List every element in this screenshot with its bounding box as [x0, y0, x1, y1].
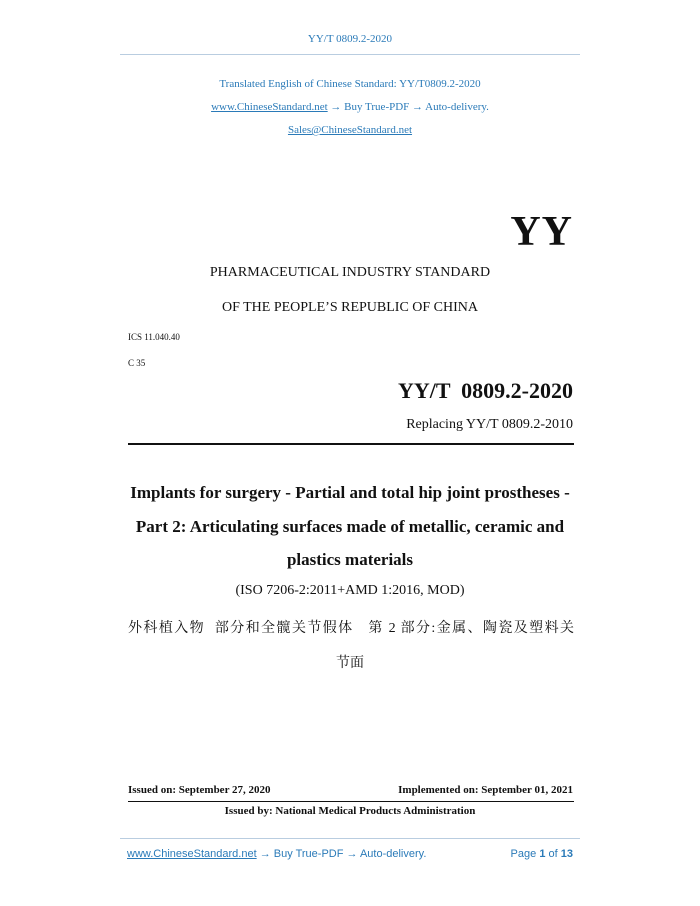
- promo-buy-text: → Buy True-PDF → Auto-delivery.: [327, 101, 489, 113]
- iso-reference: (ISO 7206-2:2011+AMD 1:2016, MOD): [235, 583, 465, 598]
- header-divider: [120, 54, 580, 55]
- page-number: 1: [539, 848, 546, 860]
- title-line-2: Part 2: Articulating surfaces made of metallic, ceramic and: [135, 517, 565, 536]
- page-total: 13: [560, 848, 573, 860]
- issued-on-date: Issued on: September 27, 2020: [128, 784, 271, 796]
- implemented-on-date: Implemented on: September 01, 2021: [398, 784, 573, 796]
- footer-site-link[interactable]: www.ChineseStandard.net: [127, 848, 257, 860]
- title-line-1: Implants for surgery - Partial and total hip joint prostheses -: [130, 483, 570, 502]
- chinese-title-line-1: 外科植入物 部分和全髋关节假体 第 2 部分:金属、陶瓷及塑料关: [128, 621, 574, 636]
- chinese-title-line-2: 节面: [336, 656, 364, 671]
- ics-code: ICS 11.040.40: [128, 332, 180, 342]
- chinese-standard-link[interactable]: www.ChineseStandard.net: [211, 101, 328, 113]
- standard-code: YY/T 0809.2-2020: [398, 378, 573, 403]
- footer-buy-text: → Buy True-PDF → Auto-delivery.: [256, 848, 427, 860]
- ccs-code: C 35: [128, 358, 146, 368]
- title-divider: [128, 443, 574, 445]
- promo-buy-line: [0, 101, 700, 113]
- of-label: of: [548, 848, 558, 860]
- footer-promo: [127, 848, 426, 860]
- page-label: Page: [510, 848, 537, 860]
- title-line-3: plastics materials: [286, 550, 414, 569]
- industry-line-1: PHARMACEUTICAL INDUSTRY STANDARD: [209, 265, 491, 280]
- footer-divider: [120, 838, 580, 839]
- replacing-note: Replacing YY/T 0809.2-2010: [406, 417, 573, 432]
- issued-by: Issued by: National Medical Products Administration: [224, 805, 476, 817]
- category-code: YY: [510, 209, 573, 255]
- page-indicator: [511, 848, 573, 860]
- issue-divider: [128, 801, 574, 802]
- promo-email-line: [0, 124, 700, 136]
- sales-email-link[interactable]: Sales@ChineseStandard.net: [287, 124, 413, 136]
- industry-line-2: OF THE PEOPLE’S REPUBLIC OF CHINA: [221, 300, 479, 315]
- translation-notice: Translated English of Chinese Standard: YY/T0809.2-2020: [219, 78, 481, 90]
- header-standard-number: YY/T 0809.2-2020: [307, 33, 393, 45]
